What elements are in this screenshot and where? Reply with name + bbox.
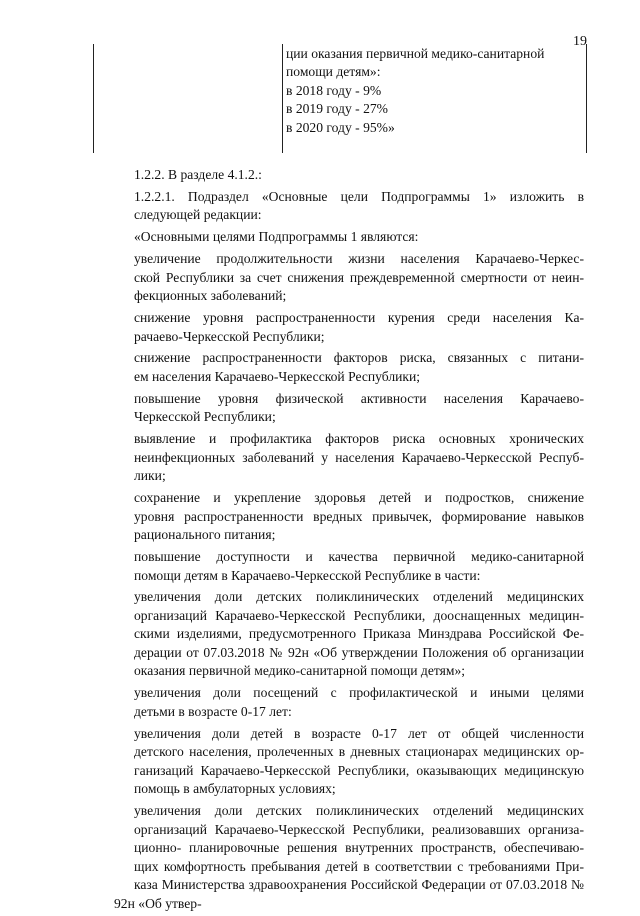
paragraph-line: увеличения доли посещений с профилактической и иными целями (134, 685, 584, 701)
paragraph-line: детьми в возрасте 0-17 лет: (134, 703, 292, 719)
paragraph-line: каза Министерства здравоохранения Российской Федерации от 07.03.2018 № 92н «Об утвер- (114, 877, 584, 911)
paragraph (114, 725, 584, 799)
table-cell-line: в 2020 году - 95%» (286, 119, 395, 135)
paragraph-line: фекционных заболеваний; (134, 288, 287, 304)
paragraph-line: увеличение продолжительности жизни населения Карачаево-Черкес- (134, 251, 584, 267)
table-border-right (586, 44, 587, 153)
paragraph-line: помощи детям в Карачаево-Черкесской Республике в части: (134, 567, 481, 583)
paragraph-line: ем населения Карачаево-Черкесской Республики; (134, 368, 421, 384)
paragraph-line: следующей редакции: (134, 207, 262, 223)
paragraph-line: 1.2.2. В разделе 4.1.2.: (134, 167, 262, 182)
document-body (114, 166, 584, 916)
paragraph-line: помощь в амбулаторных условиях; (134, 781, 336, 797)
table-border-middle (282, 44, 283, 153)
paragraph-line: лики; (134, 468, 166, 484)
paragraph (114, 430, 584, 486)
paragraph-line: детского населения, пролеченных в дневных стационарах медицинских ор- (134, 744, 584, 760)
paragraph-line: увеличения доли детских поликлинических отделений медицинских (134, 589, 584, 605)
paragraph-line: Черкесской Республики; (134, 409, 276, 425)
paragraph-line: неинфекционных заболеваний у населения Карачаево-Черкесской Респуб- (134, 449, 584, 465)
paragraph-line: снижение уровня распространенности курения среди населения Ка- (134, 310, 584, 326)
paragraph-line: дерации от 07.03.2018 № 92н «Об утверждении Положения об организации (134, 644, 584, 660)
paragraph-line: оказания первичной медико-санитарной помощи детям»; (134, 663, 466, 679)
paragraph-line: организаций Карачаево-Черкесской Республики, дооснащенных медицин- (134, 607, 584, 623)
paragraph-line: сохранение и укрепление здоровья детей и подростков, снижение (134, 490, 584, 506)
paragraph-line: рационального питания; (134, 527, 276, 543)
paragraph (114, 166, 584, 185)
paragraph (114, 228, 584, 247)
paragraph-line: рачаево-Черкесской Республики; (134, 328, 325, 344)
paragraph (114, 684, 584, 721)
table-cell-text (286, 45, 584, 137)
paragraph (114, 349, 584, 386)
paragraph-line: повышение уровня физической активности населения Карачаево- (134, 390, 584, 406)
paragraph-line: скими изделиями, предусмотренного Приказа Минздрава Российской Фе- (134, 626, 584, 642)
table-cell-line: помощи детям»: (286, 64, 381, 80)
paragraph-line: ционно- планировочные решения внутренних пространств, обеспечиваю- (134, 840, 584, 856)
paragraph (114, 489, 584, 545)
paragraph-line: ской Республики за счет снижения преждевременной смертности от неин- (134, 269, 584, 285)
table-cell-line: ции оказания первичной медико-санитарной (286, 46, 545, 61)
paragraph (114, 588, 584, 681)
page-number: 19 (573, 34, 587, 49)
paragraph (114, 188, 584, 225)
table-border-left (93, 44, 94, 153)
paragraph (114, 802, 584, 913)
paragraph-line: уровня распространенности вредных привычек, формирование навыков (134, 508, 584, 524)
paragraph-line: «Основными целями Подпрограммы 1 являются: (134, 229, 419, 245)
paragraph-line: 1.2.2.1. Подраздел «Основные цели Подпрограммы 1» изложить в (134, 188, 584, 204)
paragraph-line: увеличения доли детей в возрасте 0-17 лет от общей численности (134, 725, 584, 741)
paragraph (114, 390, 584, 427)
table-cell-line: в 2018 году - 9% (286, 82, 382, 98)
paragraph-line: щих комфортность пребывания детей в соответствии с требованиями При- (134, 858, 584, 874)
table-cell-line: в 2019 году - 27% (286, 101, 388, 117)
paragraph-line: выявление и профилактика факторов риска основных хронических (134, 431, 584, 447)
paragraph-line: ганизаций Карачаево-Черкесской Республики, оказывающих медицинскую (134, 762, 584, 778)
paragraph-line: повышение доступности и качества первичной медико-санитарной (134, 549, 584, 565)
paragraph (114, 548, 584, 585)
paragraph-line: снижение распространенности факторов риска, связанных с питани- (134, 350, 584, 366)
paragraph-line: увеличения доли детских поликлинических отделений медицинских (134, 803, 584, 819)
table-fragment (93, 44, 587, 153)
paragraph (114, 250, 584, 306)
paragraph (114, 309, 584, 346)
paragraph-line: организаций Карачаево-Черкесской Республики, реализовавших организа- (134, 821, 584, 837)
